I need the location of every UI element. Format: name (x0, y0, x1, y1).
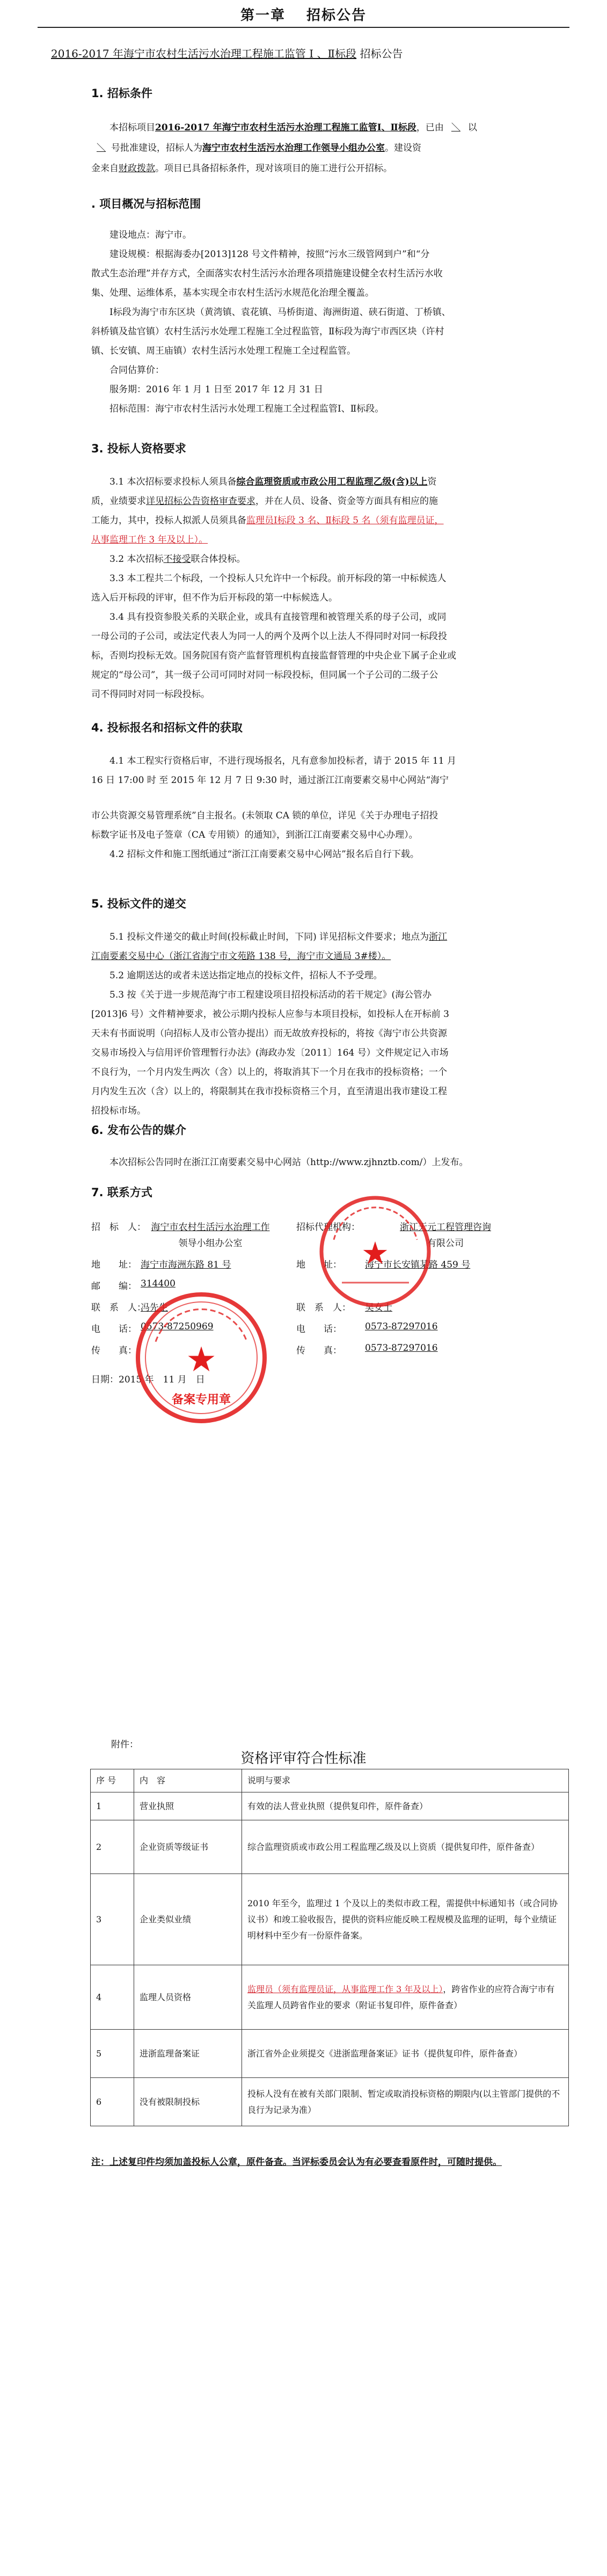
text: 3.1 本次招标要求投标人须具备 (109, 477, 237, 487)
text: 5.1 投标文件递交的截止时间(投标截止时间，下同) 详见招标文件要求；地点为 (109, 932, 429, 942)
notice-title-suffix: 招标公告 (360, 47, 403, 60)
tenderer-contact: 冯先生 (141, 1302, 168, 1313)
line: 3.3 本工程共二个标段，一个投标人只允许中一个标段。前开标段的第一中标候选人 (109, 573, 447, 584)
tenderer-name-line1: 海宁市农村生活污水治理工作 (151, 1222, 270, 1233)
table-row (91, 1965, 569, 2030)
fund-source: 财政拨款 (119, 163, 155, 174)
section-2-body (91, 225, 560, 419)
star-icon: ★ (186, 1340, 217, 1380)
text: 。建设资 (385, 143, 421, 153)
row-desc: 综合监理资质或市政公用工程监理乙级及以上资质（提供复印件，原件备查） (242, 1820, 569, 1874)
row-desc: 投标人没有在被有关部门限制、暂定或取消投标资格的期限内(以主管部门提供的不良行为记录为准） (242, 2078, 569, 2126)
agent-name-line1: 浙江天元工程管理咨询 (400, 1222, 491, 1233)
filing-seal-stamp (134, 1291, 268, 1425)
approval-number: ＼ (97, 143, 106, 153)
table-header: 序 号 (91, 1769, 134, 1792)
line: 斜桥镇及盐官镇）农村生活污水处理工程施工全过程监管，Ⅱ标段为海宁市西区块（许村 (91, 326, 444, 337)
table-header: 内 容 (134, 1769, 242, 1792)
appendix-label: 附件： (111, 1739, 138, 1750)
section-heading-7: 7. 联系方式 (91, 1186, 152, 1199)
line: 服务期：2016 年 1 月 1 日至 2017 年 12 月 31 日 (109, 384, 323, 395)
text: 质，业绩要求 (91, 496, 146, 507)
agent-contact: 吴女士 (365, 1302, 392, 1313)
tenderer-addr-label: 地 址： (91, 1260, 137, 1270)
text: 资 (427, 477, 437, 487)
notice-title-project: 2016-2017 年海宁市农村生活污水治理工程施工监管 Ⅰ 、Ⅱ标段 (51, 47, 357, 60)
line: 镇、长安镇、周王庙镇）农村生活污水处理工程施工全过程监管。 (91, 346, 356, 356)
row-number: 6 (91, 2078, 134, 2126)
publish-media: 本次招标公告同时在浙江江南要素交易中心网站（http://www.zjhnztb.com/）上发布。 (109, 1157, 469, 1168)
section-1-line-2 (91, 138, 558, 158)
line: 散式生态治理”并存方式，全面落实农村生活污水治理各项措施建设健全农村生活污水收 (91, 268, 443, 279)
line: 16 日 17:00 时 至 2015 年 12 月 7 日 9:30 时，通过浙江江南要素交易中心网站“海宁 (91, 775, 449, 786)
agent-fax: 0573-87297016 (365, 1343, 438, 1353)
agent-addr-label: 地 址： (296, 1260, 342, 1270)
staff-req-cont: 从事监理工作 3 年及以上）。 (91, 535, 208, 545)
row-item: 企业资质等级证书 (134, 1820, 242, 1874)
agent-company-stamp (318, 1194, 433, 1309)
line: Ⅰ标段为海宁市东区块（黄湾镇、袁花镇、马桥街道、海洲街道、硖石街道、丁桥镇、 (109, 307, 451, 318)
project-name: 2016-2017 年海宁市农村生活污水治理工程施工监管Ⅰ、Ⅱ标段 (155, 122, 416, 133)
row-number: 4 (91, 1965, 134, 2030)
agent-label: 招标代理机构： (296, 1222, 360, 1233)
line: 招投标市场。 (91, 1106, 146, 1116)
row-number: 5 (91, 2030, 134, 2078)
line: 3.4 具有投资参股关系的关联企业，或具有直接管理和被管理关系的母子公司，或同 (109, 612, 447, 623)
line: 4.1 本工程实行资格后审，不进行现场报名，凡有意参加投标者，请于 2015 年 11 月 (109, 756, 456, 766)
agent-phone-label: 电 话： (296, 1324, 342, 1335)
line: 招标范围：海宁市农村生活污水处理工程施工全过程监管Ⅰ、Ⅱ标段。 (109, 404, 384, 414)
line: 合同估算价： (109, 365, 164, 376)
text: 号批准建设，招标人为 (111, 143, 202, 153)
agent-address: 海宁市长安镇某路 459 号 (365, 1260, 471, 1270)
line: 5.3 按《关于进一步规范海宁市工程建设项目招投标活动的若干规定》(海公管办 (109, 990, 432, 1000)
section-heading-4: 4. 投标报名和招标文件的获取 (91, 721, 243, 734)
table-header-row (91, 1769, 569, 1792)
text: 联合体投标。 (191, 554, 246, 565)
text: 本招标项目 (109, 122, 155, 133)
section-1-line-3 (91, 159, 558, 178)
tenderer-phone: 0573-87250969 (141, 1321, 214, 1332)
venue: 浙江 (429, 932, 448, 942)
line: 标数字证书及电子签章（CA 专用锁）的通知》，到浙江江南要素交易中心办理）。 (91, 830, 418, 840)
line: [2013]6 号）文件精神要求，被公示期内投标人应参与本项目投标，如投标人在开标前 3 (91, 1009, 449, 1020)
agent-phone: 0573-87297016 (365, 1321, 438, 1332)
section-1-line-1 (109, 118, 560, 137)
table-row (91, 2030, 569, 2078)
row-item: 监理人员资格 (134, 1965, 242, 2030)
line: 4.2 招标文件和施工图纸通过“浙江江南要素交易中心网站”报名后自行下载。 (109, 849, 419, 860)
table-row (91, 1874, 569, 1965)
tenderer-postcode: 314400 (141, 1278, 175, 1289)
approval-authority: ＼ (451, 122, 460, 133)
tenderer-label: 招 标 人： (91, 1222, 146, 1233)
line: 天未有书面说明（向招标人及市公管办提出）而无故放弃投标的，将按《海宁市公共资源 (91, 1028, 447, 1039)
section-5-body (91, 927, 564, 1121)
line: 规定的“母公司”，其一级子公司可同时对同一标段投标，但同属一个子公司的二级子公 (91, 670, 438, 680)
text: 工能力，其中，投标人拟派人员须具备 (91, 515, 246, 526)
qualification-table (90, 1769, 569, 2126)
table-row (91, 2078, 569, 2126)
line: 交易市场投入与信用评价管理暂行办法》(海政办发〔2011〕164 号）文件规定记入市场 (91, 1048, 449, 1058)
table-row (91, 1792, 569, 1820)
row-number: 1 (91, 1792, 134, 1820)
row-desc: 浙江省外企业须提交《进浙监理备案证》证书（提供复印件，原件备查） (242, 2030, 569, 2078)
row-desc: 有效的法人营业执照（提供复印件，原件备查） (242, 1792, 569, 1820)
tenderer-contact-label: 联 系 人： (91, 1302, 146, 1313)
consortium-flag: 不接受 (163, 554, 191, 565)
performance-req: 详见招标公告资格审查要求 (146, 496, 255, 507)
staff-req: 监理员Ⅰ标段 3 名、Ⅱ标段 5 名（须有监理员证， (246, 515, 444, 526)
row-desc: 2010 年至今，监理过 1 个及以上的类似市政工程，需提供中标通知书（或合同协议书）和竣工验收报告，提供的资料应能反映工程规模及监理的证明，每个业绩证明材料中至少有一份原件备案。 (242, 1874, 569, 1965)
section-heading-6: 6. 发布公告的媒介 (91, 1124, 186, 1137)
row-item: 营业执照 (134, 1792, 242, 1820)
notice-date: 日期：2015 年 11 月 日 (91, 1374, 205, 1385)
section-heading-5: 5. 投标文件的递交 (91, 897, 186, 910)
agent-name-line2: 有限公司 (427, 1238, 464, 1249)
line: 建设规模：根据海委办[2013]128 号文件精神，按照“污水三级管网到户”和“分 (109, 249, 430, 260)
section-3-body (91, 472, 564, 704)
line: 月内发生五次（含）以上的，将限制其在我市投标资格三个月，直至清退出我市建设工程 (91, 1086, 447, 1097)
section-4-body (91, 751, 564, 864)
tenderer-fax-label: 传 真： (91, 1345, 137, 1356)
line: 5.2 逾期送达的或者未送达指定地点的投标文件，招标人不予受理。 (109, 970, 383, 981)
section-heading-3: 3. 投标人资格要求 (91, 442, 186, 455)
table-row (91, 1820, 569, 1874)
text: 金来自 (91, 163, 119, 174)
star-icon: ★ (361, 1235, 389, 1271)
line: 司不得同时对同一标段投标。 (91, 689, 210, 700)
tenderer-name-line2: 领导小组办公室 (178, 1238, 243, 1249)
tenderer-phone-label: 电 话： (91, 1324, 137, 1335)
line: 集、处理、运维体系，基本实现全市农村生活污水规范化治理全覆盖。 (91, 288, 374, 298)
tenderer-name: 海宁市农村生活污水治理工作领导小组办公室 (202, 143, 385, 153)
chapter-title: 第一章 招标公告 (240, 8, 367, 24)
agent-contact-label: 联 系 人： (296, 1302, 351, 1313)
agent-fax-label: 传 真： (296, 1345, 342, 1356)
text: 。项目已具备招标条件，现对该项目的施工进行公开招标。 (155, 163, 392, 174)
tenderer-address: 海宁市海洲东路 81 号 (141, 1260, 231, 1270)
qualification: 综合监理资质或市政公用工程监理乙级(含)以上 (236, 477, 428, 487)
text: ，已由 (416, 122, 444, 133)
notice-title (51, 45, 403, 61)
seal-label: 备案专用章 (171, 1393, 231, 1407)
divider (38, 27, 569, 28)
table-header: 说明与要求 (242, 1769, 569, 1792)
row-item: 没有被限制投标 (134, 2078, 242, 2126)
venue-address: 江南要素交易中心（浙江省海宁市文苑路 138 号，海宁市文通局 3#楼）。 (91, 951, 391, 962)
row-number: 3 (91, 1874, 134, 1965)
line: 选入后开标段的评审，但不作为后开标段的第一中标候选人。 (91, 592, 338, 603)
row-item: 进浙监理备案证 (134, 2030, 242, 2078)
row-desc: ，跨省作业的应符合海宁市有关监理人员跨省作业的要求（附证书复印件，原件备查） (247, 1984, 555, 2010)
appendix-title: 资格评审符合性标准 (240, 1751, 367, 1767)
section-heading-1: 1. 招标条件 (91, 87, 152, 100)
line: 建设地点：海宁市。 (109, 230, 192, 240)
line: 标，否则均投标无效。国务院国有资产监督管理机构直接监督管理的中央企业下属子企业或 (91, 650, 456, 661)
row-item: 企业类似业绩 (134, 1874, 242, 1965)
row-number: 2 (91, 1820, 134, 1874)
text: 3.2 本次招标 (109, 554, 164, 565)
line: 一母公司的子公司，或法定代表人为同一人的两个及两个以上法人不得同时对同一标段投 (91, 631, 447, 642)
text: ，并在人员、设备、资金等方面具有相应的施 (255, 496, 438, 507)
text: 以 (467, 122, 477, 133)
section-heading-2: . 项目概况与招标范围 (91, 197, 201, 210)
tenderer-post-label: 邮 编： (91, 1281, 137, 1292)
row-desc-highlight: 监理员（须有监理员证，从事监理工作 3 年及以上） (247, 1984, 443, 1994)
line: 不良行为，一个月内发生两次（含）以上的，将取消其下一个月在我市的投标资格；一个 (91, 1067, 447, 1078)
line: 市公共资源交易管理系统”自主报名。(未领取 CA 锁的单位，详见《关于办理电子招投 (91, 810, 438, 821)
row-desc-cell (242, 1965, 569, 2030)
appendix-note: 注：上述复印件均须加盖投标人公章，原件备查。当评标委员会认为有必要查看原件时，可随时提供。 (91, 2157, 502, 2168)
